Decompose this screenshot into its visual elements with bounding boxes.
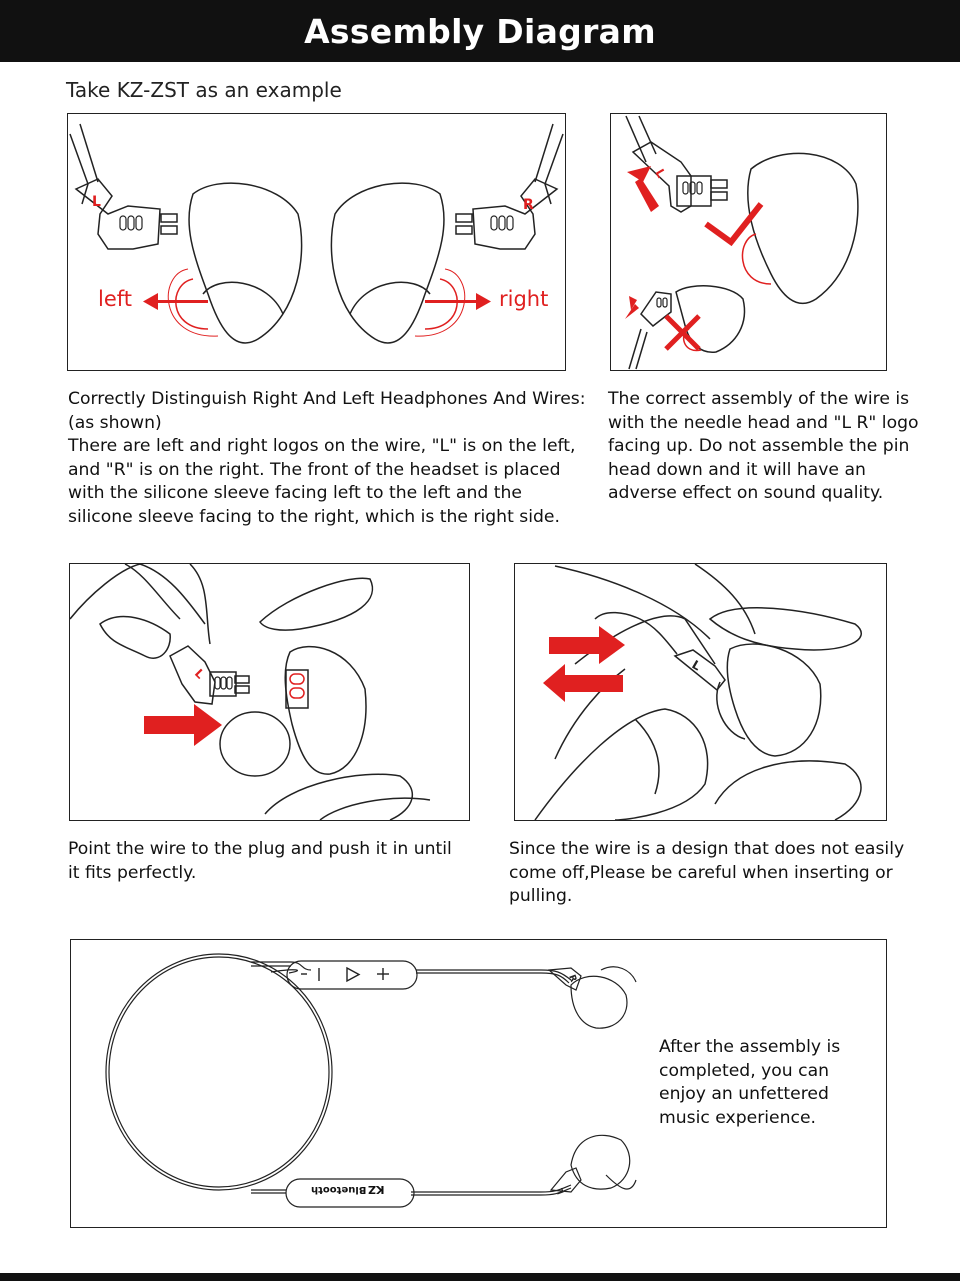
play-icon <box>347 968 359 981</box>
page-title: Assembly Diagram <box>304 11 656 51</box>
controller-text: Bluetooth <box>311 1184 367 1195</box>
check-icon <box>706 204 761 242</box>
double-arrow-icon <box>543 626 625 702</box>
step5-caption: After the assembly is completed, you can enjoy an unfettered music experience. <box>659 1037 841 1128</box>
push-arrow-icon <box>144 704 222 746</box>
svg-text:L: L <box>191 666 208 682</box>
svg-text:L: L <box>555 1186 567 1196</box>
svg-text:L: L <box>689 657 704 674</box>
step1-caption <box>68 388 588 529</box>
step1-caption-line-1: Correctly Distinguish Right And Left Headphones And Wires: (as shown) <box>68 389 586 433</box>
footer-bar <box>0 1273 960 1281</box>
arrow-left-icon <box>143 293 208 310</box>
subtitle: Take KZ-ZST as an example <box>66 78 342 102</box>
step3-caption: Point the wire to the plug and push it in until it fits perfectly. <box>68 839 452 883</box>
cross-icon <box>666 316 699 349</box>
panel-assembled <box>70 939 887 1228</box>
svg-text:L: L <box>652 166 669 181</box>
svg-text:R: R <box>566 973 578 984</box>
arrow-down-icon <box>625 296 639 319</box>
insert-caution-illustration <box>515 564 886 820</box>
wire-right-letter: R <box>523 197 534 213</box>
wire-orientation-illustration <box>611 114 886 370</box>
left-right-headphones-illustration <box>68 114 565 370</box>
panel-insert-caution <box>514 563 887 821</box>
header-bar <box>0 0 960 62</box>
step2-caption: The correct assembly of the wire is with the needle head and "L R" logo facing up. Do not assemble the pin head down and it will have an adverse effect on sound quality. <box>608 389 919 503</box>
panel-left-right-headphones <box>67 113 566 371</box>
right-label: right <box>499 287 549 311</box>
step4-caption: Since the wire is a design that does not easily come off,Please be careful when inserting or pulling. <box>509 839 905 906</box>
panel-wire-orientation <box>610 113 887 371</box>
arrow-right-icon <box>425 293 491 310</box>
left-label: left <box>98 287 133 311</box>
push-wire-illustration <box>70 564 469 820</box>
brand-text: KZ <box>368 1183 385 1196</box>
step1-caption-line-2: There are left and right logos on the wire, "L" is on the left, and "R" is on the right. The front of the headset is placed with the silicone sleeve facing left to the left and the silicone sleeve facing to the right, which is the right side. <box>68 436 576 527</box>
wire-left-letter: L <box>92 194 101 210</box>
panel-push-wire <box>69 563 470 821</box>
